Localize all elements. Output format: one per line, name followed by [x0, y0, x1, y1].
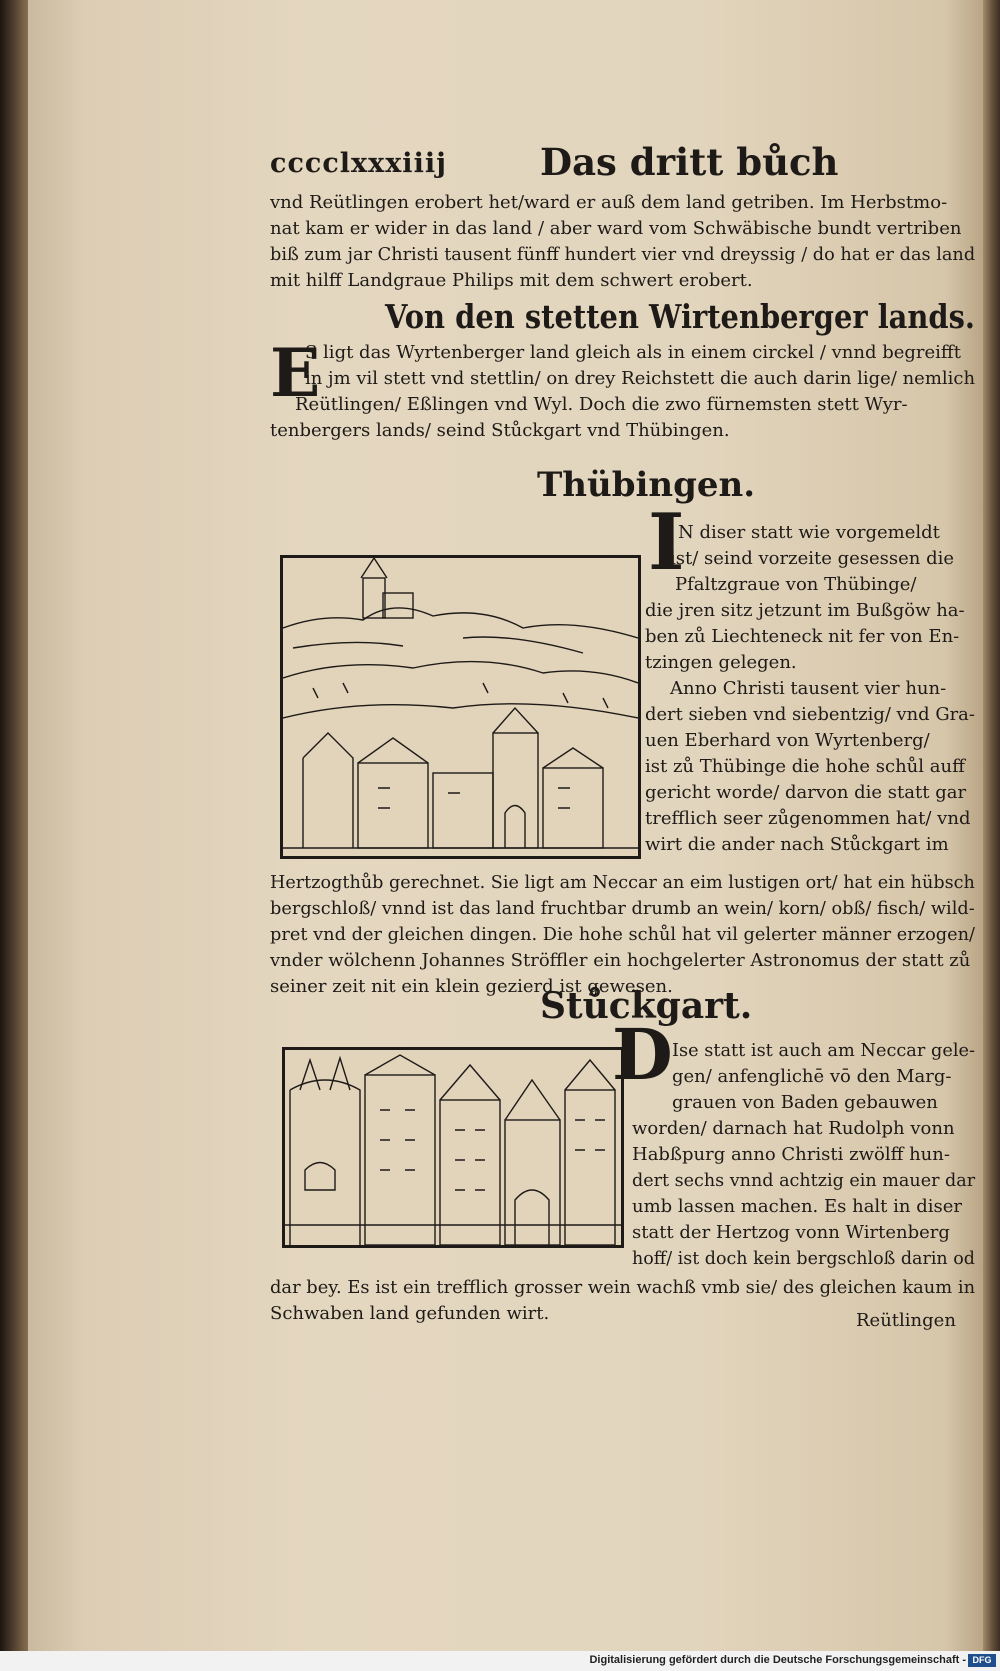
- text-line: Anno Christi tausent vier hun-: [670, 678, 947, 699]
- text-line: biß zum jar Christi tausent fünff hundert vier vnd dreyssig / do hat er das land: [270, 244, 976, 265]
- text-line: ben zů Liechteneck nit fer von En-: [645, 626, 960, 647]
- woodcut-tuebingen: [280, 555, 641, 859]
- text-line: S ligt das Wyrtenberger land gleich als in einem circkel / vnnd begreifft: [305, 342, 961, 363]
- text-line: pret vnd der gleichen dingen. Die hohe schůl hat vil gelerter männer erzogen/: [270, 924, 976, 945]
- text-line: statt der Hertzog vonn Wirtenberg: [632, 1222, 950, 1243]
- text-line: tzingen gelegen.: [645, 652, 797, 673]
- text-line: bergschloß/ vnnd ist das land fruchtbar drumb an wein/ korn/ obß/ fisch/ wild-: [270, 898, 975, 919]
- text-line: Habßpurg anno Christi zwölff hun-: [632, 1144, 950, 1165]
- section-heading-stuckgart: Stůckgart.: [540, 985, 753, 1027]
- text-line: mit hilff Landgraue Philips mit dem schwert erobert.: [270, 270, 753, 291]
- text-line: die jren sitz jetzunt im Bußgöw ha-: [645, 600, 965, 621]
- text-line: dert sieben vnd siebentzig/ vnd Gra-: [645, 704, 975, 725]
- page-edge: [983, 0, 1000, 1651]
- woodcut-tuebingen-drawing: [283, 558, 638, 856]
- book-spine: [0, 0, 30, 1651]
- text-line: wirt die ander nach Stůckgart im: [645, 834, 949, 855]
- text-line: N diser statt wie vorgemeldt: [678, 522, 940, 543]
- text-line: Pfaltzgraue von Thübinge/: [675, 574, 917, 595]
- text-line: dar bey. Es ist ein trefflich grosser wein wachß vmb sie/ des gleichen kaum in: [270, 1277, 976, 1298]
- text-line: vnd Reütlingen erobert het/ward er auß dem land getriben. Im Herbstmo-: [270, 192, 948, 213]
- text-line: seiner zeit nit ein klein gezierd ist gewesen.: [270, 976, 673, 997]
- text-line: trefflich seer zůgenommen hat/ vnd: [645, 808, 971, 829]
- folio-number: cccclxxxiiij: [270, 148, 447, 179]
- drop-cap: I: [648, 497, 685, 588]
- text-line: ist zů Thübinge die hohe schůl auff: [645, 756, 965, 777]
- text-line: vnder wölchenn Johannes Ströffler ein hochgelerter Astronomus der statt zů: [270, 950, 971, 971]
- text-line: Schwaben land gefunden wirt.: [270, 1303, 550, 1324]
- section-heading-tuebingen: Thübingen.: [537, 465, 756, 505]
- text-line: umb lassen machen. Es halt in diser: [632, 1196, 962, 1217]
- running-head: Das dritt bůch: [540, 140, 839, 184]
- text-line: Ise statt ist auch am Neccar gele-: [672, 1040, 975, 1061]
- footer-credit: Digitalisierung gefördert durch die Deutsche Forschungsgemeinschaft -: [589, 1654, 966, 1666]
- text-line: dert sechs vnnd achtzig ein mauer dar: [632, 1170, 976, 1191]
- section-heading-lands: Von den stetten Wirtenberger lands.: [385, 297, 975, 336]
- digitization-footer: [0, 1651, 1000, 1671]
- text-line: tenbergers lands/ seind Stůckgart vnd Thübingen.: [270, 420, 730, 441]
- text-line: in jm vil stett vnd stettlin/ on drey Reichstett die auch darin lige/ nemlich: [305, 368, 976, 389]
- drop-cap: E: [270, 334, 321, 412]
- text-line: Reütlingen/ Eßlingen vnd Wyl. Doch die zwo fürnemsten stett Wyr-: [295, 394, 908, 415]
- text-line: Hertzogthůb gerechnet. Sie ligt am Neccar an eim lustigen ort/ hat ein hübsch: [270, 872, 975, 893]
- text-line: nat kam er wider in das land / aber ward vom Schwäbische bundt vertriben: [270, 218, 962, 239]
- text-line: gen/ anfenglichē vō den Marg-: [672, 1066, 952, 1087]
- dfg-logo-icon: DFG: [968, 1654, 996, 1667]
- text-line: ist/ seind vorzeite gesessen die: [670, 548, 955, 569]
- text-line: hoff/ ist doch kein bergschloß darin od: [632, 1248, 975, 1269]
- woodcut-stuckgart: [282, 1047, 624, 1248]
- text-line: worden/ darnach hat Rudolph vonn: [632, 1118, 955, 1139]
- text-line: gericht worde/ darvon die statt gar: [645, 782, 967, 803]
- drop-cap: D: [612, 1013, 673, 1096]
- woodcut-stuckgart-drawing: [285, 1050, 621, 1245]
- text-line: uen Eberhard von Wyrtenberg/: [645, 730, 930, 751]
- catchword: Reütlingen: [856, 1310, 956, 1331]
- text-line: grauen von Baden gebauwen: [672, 1092, 938, 1113]
